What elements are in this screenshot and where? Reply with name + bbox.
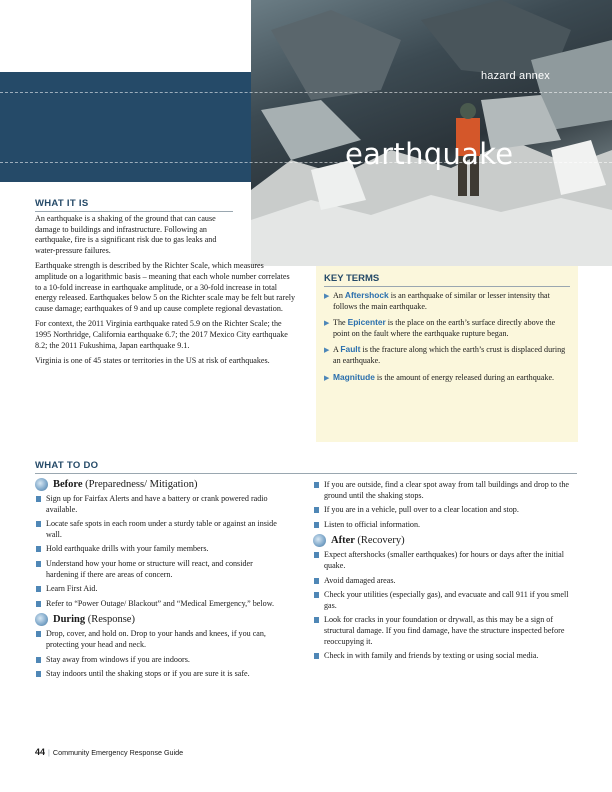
- square-bullet-icon: [314, 578, 319, 584]
- square-bullet-icon: [314, 617, 319, 623]
- page-footer: [35, 747, 183, 757]
- intro-paragraph: Virginia is one of 45 states or territories in the US at risk of earthquakes.: [35, 356, 270, 366]
- list-item: Listen to official information.: [313, 520, 577, 531]
- list-item: Expect aftershocks (smaller earthquakes) for hours or days after the initial quake.: [313, 550, 577, 571]
- key-term-item: ▶ The Epicenter is the place on the earth’s surface directly above the point on the fault where the earthquake rupture began.: [324, 317, 556, 338]
- list-item: Locate safe spots in each room under a sturdy table or against an inside wall.: [35, 519, 285, 540]
- square-bullet-icon: [36, 561, 41, 567]
- term-epicenter: Epicenter: [347, 317, 386, 328]
- square-bullet-icon: [314, 592, 319, 598]
- what-to-do-rule: [35, 473, 577, 474]
- what-it-is-heading: WHAT IT IS: [35, 198, 89, 209]
- square-bullet-icon: [314, 522, 319, 528]
- triangle-bullet-icon: ▶: [324, 373, 330, 382]
- key-terms-heading: KEY TERMS: [324, 273, 380, 284]
- intro-paragraph: For context, the 2011 Virginia earthquake rated 5.9 on the Richter Scale; the 1995 Northridge, California earthquake 6.7; the 2017 Mexico City earthquake 8.2; the 2011 Fukushima, Japan earthquake 9.1.: [35, 319, 288, 350]
- guide-title: Community Emergency Response Guide: [52, 748, 184, 757]
- key-terms-list: [324, 290, 570, 388]
- list-item: Avoid damaged areas.: [313, 576, 577, 587]
- list-item: Hold earthquake drills with your family members.: [35, 544, 285, 555]
- square-bullet-icon: [36, 546, 41, 552]
- during-list: [35, 629, 285, 679]
- annex-label: hazard annex: [480, 70, 550, 82]
- key-terms-rule: [324, 286, 570, 287]
- footer-separator: |: [48, 748, 50, 757]
- term-aftershock: Aftershock: [344, 290, 389, 300]
- square-bullet-icon: [36, 521, 41, 527]
- list-item: Check in with family and friends by texting or using social media.: [313, 651, 577, 662]
- list-item: Stay indoors until the shaking stops or if you are sure it is safe.: [35, 669, 285, 680]
- globe-icon: [313, 534, 326, 547]
- list-item: If you are in a vehicle, pull over to a clear location and stop.: [313, 505, 577, 516]
- after-subheading: After (Recovery): [313, 534, 577, 547]
- list-item: If you are outside, find a clear spot away from tall buildings and drop to the ground until the shaking stops.: [313, 480, 577, 501]
- page-title: earthquake: [345, 137, 514, 171]
- intro-paragraph: An earthquake is a shaking of the ground that can cause damage to buildings and infrastructure. Following an earthquake, fire is a significant risk due to gas leaks and water-pressure failures.: [35, 214, 217, 255]
- what-it-is-body: [35, 214, 297, 372]
- intro-paragraph: Earthquake strength is described by the Richter Scale, which measures amplitude on a logarithmic basis – meaning that each whole number correlates to a 10-fold increase in earthquake amplitude, or a 30-fold increase in total energy released. Earthquakes below 5 on the Richter scale may be felt but rarely cause damage; earthquakes of 9 and up cause complete regional devastation.: [35, 261, 296, 313]
- triangle-bullet-icon: ▶: [324, 319, 330, 328]
- list-item: Refer to “Power Outage/ Blackout” and “Medical Emergency,” below.: [35, 599, 285, 610]
- during-subheading: During (Response): [35, 613, 285, 626]
- list-item: Check your utilities (especially gas), and evacuate and call 911 if you smell gas.: [313, 590, 577, 611]
- square-bullet-icon: [314, 507, 319, 513]
- square-bullet-icon: [36, 657, 41, 663]
- square-bullet-icon: [314, 482, 319, 488]
- square-bullet-icon: [36, 586, 41, 592]
- square-bullet-icon: [36, 671, 41, 677]
- list-item: Stay away from windows if you are indoors.: [35, 655, 285, 666]
- list-item: Sign up for Fairfax Alerts and have a battery or crank powered radio available.: [35, 494, 285, 515]
- header-dashed-rule-top: [0, 92, 612, 93]
- earthquake-rubble-photo: [251, 0, 612, 266]
- term-magnitude: Magnitude: [333, 371, 375, 382]
- key-term-item: ▶ Magnitude is the amount of energy released during an earthquake.: [324, 371, 555, 382]
- list-item: Drop, cover, and hold on. Drop to your hands and knees, if you can, protecting your head and neck.: [35, 629, 285, 650]
- triangle-bullet-icon: ▶: [324, 346, 330, 355]
- globe-icon: [35, 478, 48, 491]
- term-fault: Fault: [340, 344, 361, 355]
- what-to-do-right-column: [313, 480, 577, 666]
- globe-icon: [35, 613, 48, 626]
- during-list-continued: [313, 480, 577, 530]
- square-bullet-icon: [36, 496, 41, 502]
- square-bullet-icon: [314, 653, 319, 659]
- key-terms-box: [316, 266, 578, 442]
- square-bullet-icon: [36, 601, 41, 607]
- key-term-item: ▶ An Aftershock is an earthquake of similar or lesser intensity that follows the main earthquake.: [324, 290, 550, 311]
- list-item: Learn First Aid.: [35, 584, 285, 595]
- header-dashed-rule-bottom: [0, 162, 612, 163]
- square-bullet-icon: [314, 552, 319, 558]
- key-term-item: ▶ A Fault is the fracture along which the earth’s crust is displaced during an earthquake.: [324, 344, 566, 365]
- list-item: Understand how your home or structure will react, and consider hardening if there are areas of concern.: [35, 559, 285, 580]
- triangle-bullet-icon: ▶: [324, 292, 330, 300]
- square-bullet-icon: [36, 631, 41, 637]
- before-list: [35, 494, 285, 609]
- list-item: Look for cracks in your foundation or drywall, as this may be a sign of structural damage. If you find damage, have the structure inspected before reoccupying it.: [313, 615, 577, 647]
- page-number: 44: [35, 747, 46, 757]
- before-subheading: Before (Preparedness/ Mitigation): [35, 478, 285, 491]
- what-to-do-left-column: [35, 478, 285, 684]
- what-it-is-rule: [35, 211, 233, 212]
- after-list: [313, 550, 577, 661]
- what-to-do-heading: WHAT TO DO: [35, 460, 99, 471]
